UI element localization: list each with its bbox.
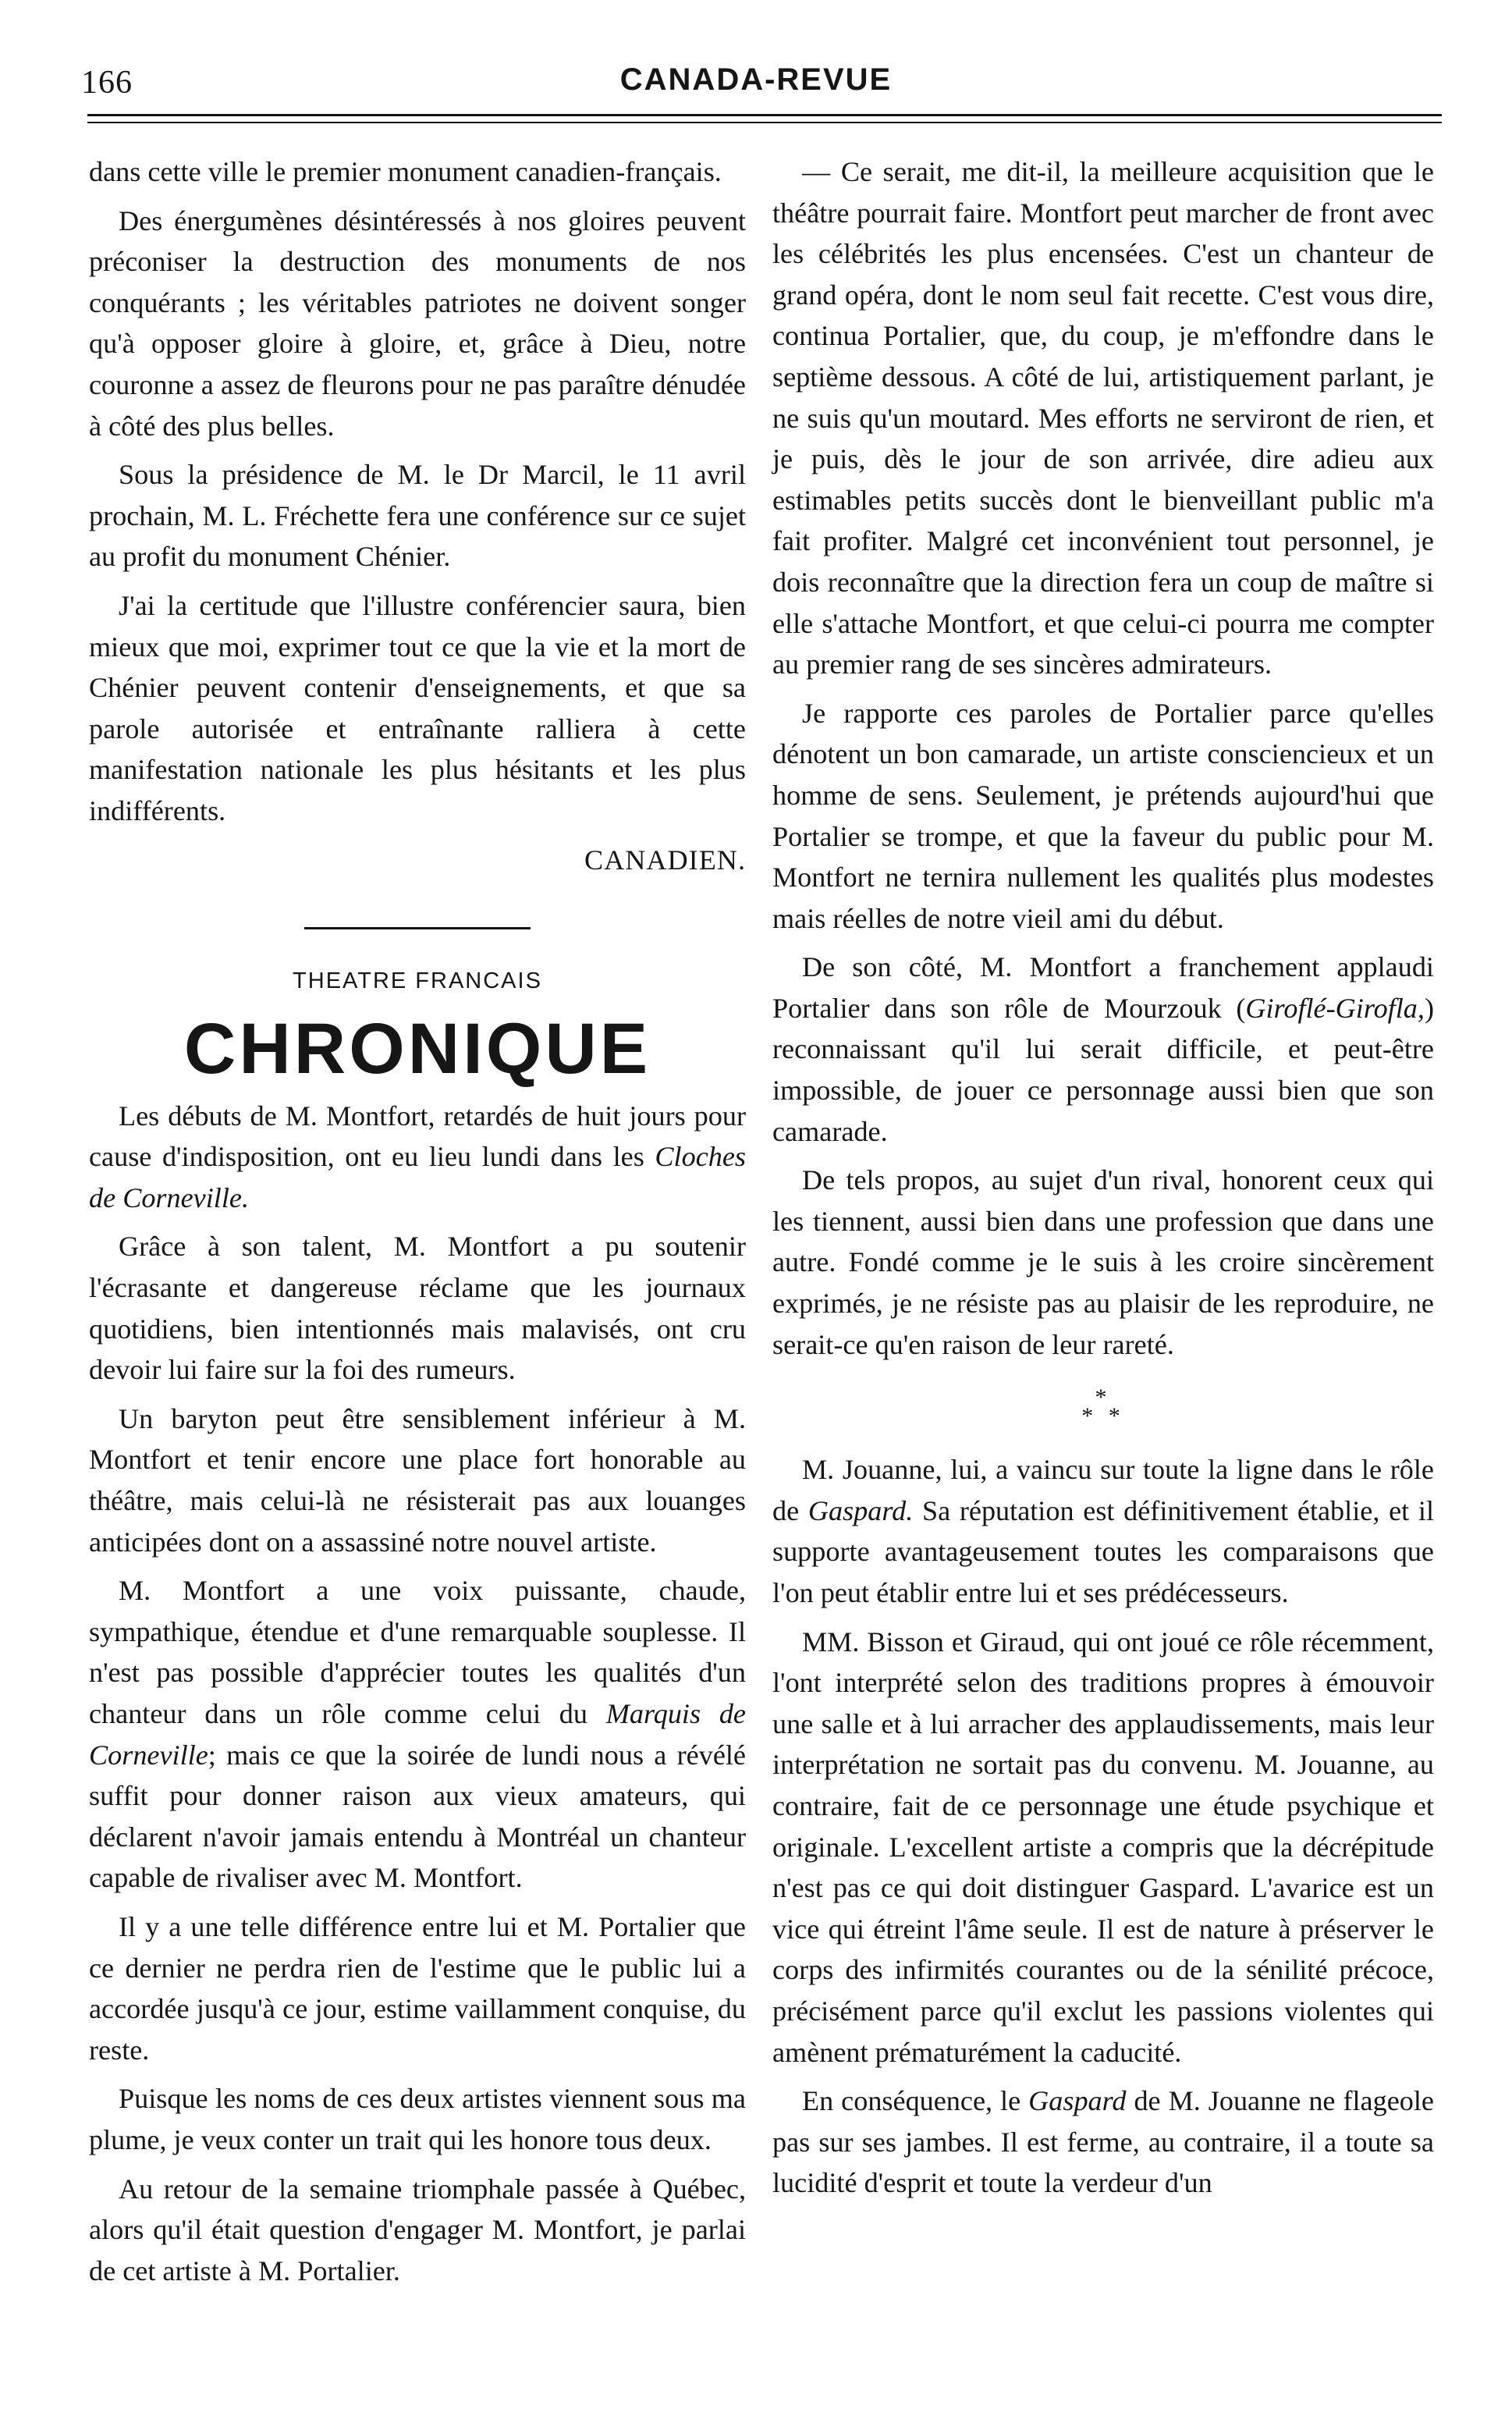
left-column	[89, 151, 746, 2299]
paragraph	[772, 947, 1434, 1152]
paragraph: De tels propos, au sujet d'un rival, honorent ceux qui les tiennent, aussi bien dans une profession que dans une autre. Fondé comme je le suis à les croire sincèrement exprimés, je ne résiste pas au plaisir de les reproduire, ne serait-ce qu'en raison de leur rareté.	[772, 1164, 1434, 1360]
paragraph	[89, 1570, 746, 1899]
paragraph: — Ce serait, me dit-il, la meilleure acquisition que le théâtre pourrait faire. Montfort peut marcher de front avec les célébrités les plus encensées. C'est un chanteur de grand opéra, dont le nom seul fait recette. C'est vous dire, continua Portalier, que, du coup, je m'effondre dans le septième dessous. A côté de lui, artistiquement parlant, je ne suis qu'un moutard. Mes efforts ne serviront de rien, et je puis, dès le jour de son arrivée, dire adieu aux estimables petits succès dont le bienveillant public m'a fait profiter. Malgré cet inconvénient tout personnel, je dois reconnaître que la direction fera un coup de maître si elle s'attache Montfort, et que celui-ci pourra me compter au premier rang de ses sincères admirateurs.	[772, 156, 1434, 680]
text-run: M. Jouanne, lui, a vaincu sur toute la ligne dans le rôle de	[772, 1454, 1434, 1526]
paragraph: MM. Bisson et Giraud, qui ont joué ce rôle récemment, l'ont interprété selon des traditions propres à émouvoir une salle et à lui arracher des applaudissements, mais leur interprétation ne sortait pas du convenu. M. Jouanne, au contraire, fait de ce personnage une étude psychique et originale. L'excellent artiste a compris que la décrépitude n'est pas ce qui doit distinguer Gaspard. L'avarice est un vice qui étreint l'âme seule. Il est de nature à préserver le corps des infirmités courantes ou de la sénilité précoce, précisément parce qu'il exclut les passions violentes qui amènent prématurément la caducité.	[772, 1626, 1434, 2068]
paragraph: Des énergumènes désintéressés à nos gloires peuvent préconiser la destruction des monuments de nos conquérants ; les véritables patriotes ne doivent songer qu'à opposer gloire à gloire, et, grâce à Dieu, notre couronne a assez de fleurons pour ne pas paraître dénudée à côté des plus belles.	[89, 204, 746, 442]
section-title: CHRONIQUE	[183, 1008, 651, 1089]
section-kicker: THEATRE FRANCAIS	[293, 968, 542, 994]
asterism	[772, 1384, 1434, 1430]
paragraph: Il y a une telle différence entre lui et M. Portalier que ce dernier ne perdra rien de l'estime que le public lui a accordée jusqu'à ce jour, estime vaillamment conquise, du reste.	[89, 1910, 746, 2066]
running-head: CANADA-REVUE	[619, 62, 893, 97]
right-column	[772, 151, 1434, 2212]
paragraph: dans cette ville le premier monument canadien-français.	[89, 156, 722, 187]
asterism-bottom: * *	[1081, 1403, 1125, 1430]
text-run: ; mais ce que la soirée de lundi nous a révélé suffit pour donner raison aux vieux amateurs, qui déclarent n'avoir jamais entendu à Montréal un chanteur capable de rivaliser avec M. Montfort.	[89, 1739, 746, 1894]
paragraph	[772, 2080, 1434, 2204]
work-title: Cloches de Corneville.	[89, 1141, 746, 1213]
author-signature: CANADIEN.	[584, 844, 746, 876]
header-rule	[87, 114, 1442, 116]
paragraph: Grâce à son talent, M. Montfort a pu soutenir l'écrasante et dangereuse réclame que les journaux quotidiens, bien intentionnés mais malavisés, ont cru devoir lui faire sur la foi des rumeurs.	[89, 1231, 746, 1386]
paragraph: Un baryton peut être sensiblement inférieur à M. Montfort et tenir encore une place fort honorable au théâtre, mais celui-là ne résisterait pas aux louanges anticipées dont on a assassiné notre nouvel artiste.	[89, 1402, 746, 1558]
asterism-top: *	[1095, 1384, 1112, 1411]
paragraph	[772, 1449, 1434, 1613]
section-divider	[304, 927, 531, 929]
text-run: M. Montfort a une voix puissante, chaude, sympathique, étendue et d'une remarquable souplesse. Il n'est pas possible d'apprécier toutes les qualités d'un chanteur dans un rôle comme celui du	[89, 1575, 746, 1729]
paragraph: Sous la présidence de M. le Dr Marcil, le 11 avril prochain, M. L. Fréchette fera une conférence sur ce sujet au profit du monument Chénier.	[89, 459, 746, 573]
header-rule-secondary	[87, 122, 1442, 123]
work-title: Giroflé-Girofla,	[1245, 992, 1425, 1024]
text-run: ) reconnaissant qu'il lui serait difficile, et peut-être impossible, de jouer ce personnage aussi bien que son camarade.	[772, 992, 1434, 1147]
text-run: De son côté, M. Montfort a franchement applaudi Portalier dans son rôle de Mourzouk (	[772, 951, 1434, 1024]
paragraph: Puisque les noms de ces deux artistes viennent sous ma plume, je veux conter un trait qui les honore tous deux.	[89, 2083, 746, 2155]
text-run: de M. Jouanne ne flageole pas sur ses jambes. Il est ferme, au contraire, il a toute sa lucidité d'esprit et toute la verdeur d'un	[772, 2085, 1434, 2199]
text-run: Sa réputation est définitivement établie, et il supporte avantageusement toutes les comparaisons que l'on peut établir entre lui et ses prédécesseurs.	[772, 1494, 1434, 1608]
text-run: Les débuts de M. Montfort, retardés de huit jours pour cause d'indisposition, ont eu lieu lundi dans les	[89, 1100, 746, 1173]
paragraph	[89, 1096, 746, 1219]
paragraph: J'ai la certitude que l'illustre conférencier saura, bien mieux que moi, exprimer tout ce que la vie et la mort de Chénier peuvent contenir d'enseignements, et que sa parole autorisée et entraînante ralliera à cette manifestation nationale les plus hésitants et les plus indifférents.	[89, 589, 746, 826]
work-title: Marquis de Corneville	[89, 1698, 746, 1771]
page-number: 166	[81, 65, 133, 101]
role-name: Gaspard.	[807, 1494, 914, 1526]
text-run: En conséquence, le	[802, 2085, 1029, 2117]
paragraph: Au retour de la semaine triomphale passée à Québec, alors qu'il était question d'engager M. Montfort, je parlai de cet artiste à M. Portalier.	[89, 2173, 746, 2286]
paragraph: Je rapporte ces paroles de Portalier parce qu'elles dénotent un bon camarade, un artiste consciencieux et un homme de sens. Seulement, je prétends aujourd'hui que Portalier se trompe, et que la faveur du public pour M. Montfort ne ternira nullement les qualités plus modestes mais réelles de notre vieil ami du début.	[772, 697, 1434, 934]
role-name: Gaspard	[1028, 2085, 1127, 2117]
